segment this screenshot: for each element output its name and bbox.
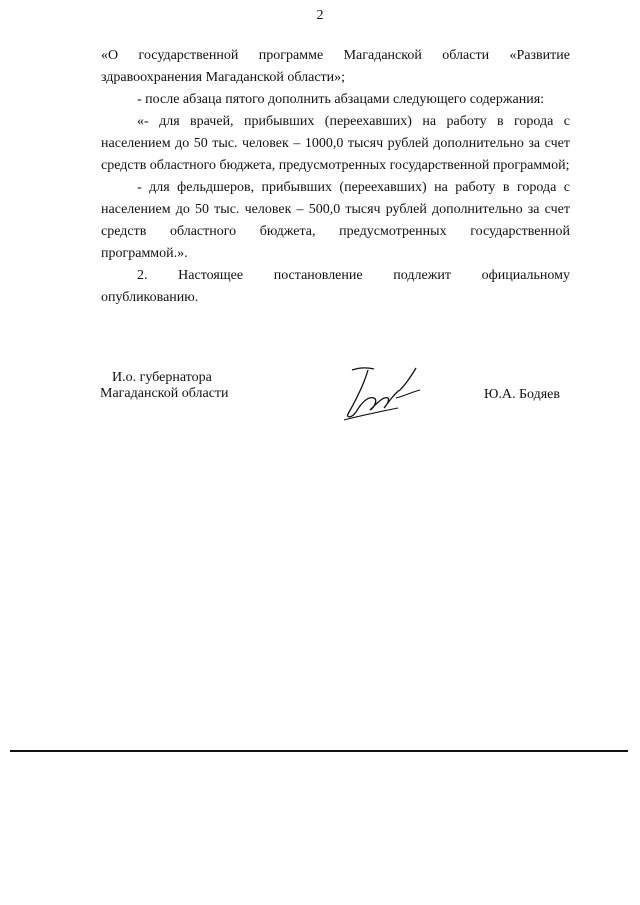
- paragraph-publication: 2. Настоящее постановление подлежит официальному опубликованию.: [101, 268, 570, 305]
- paragraph-paramedics-payment: - для фельдшеров, прибывших (переехавших) на работу в города с населением до 50 тыс. человек – 500,0 тысяч рублей дополнительно за счет средств областного бюджета, предусмотренных государственной программой.».: [101, 180, 570, 261]
- signatory-title: [100, 370, 229, 402]
- signatory-title-line-1: И.о. губернатора: [112, 370, 212, 385]
- signatory-title-line-2: Магаданской области: [100, 386, 229, 401]
- document-body: [101, 45, 570, 309]
- paragraph-doctors-payment: «- для врачей, прибывших (переехавших) на работу в города с населением до 50 тыс. человек – 1000,0 тысяч рублей дополнительно за счет средств областного бюджета, предусмотренных государственной программой;: [101, 114, 570, 173]
- signatory-name: Ю.А. Бодяев: [483, 387, 560, 402]
- paragraph-program-title: «О государственной программе Магаданской области «Развитие здравоохранения Магаданской области»;: [101, 48, 570, 85]
- bottom-divider: [10, 750, 628, 752]
- handwritten-signature: [338, 362, 433, 422]
- page-number: 2: [316, 8, 324, 23]
- paragraph-amendment-intro: - после абзаца пятого дополнить абзацами следующего содержания:: [137, 92, 545, 107]
